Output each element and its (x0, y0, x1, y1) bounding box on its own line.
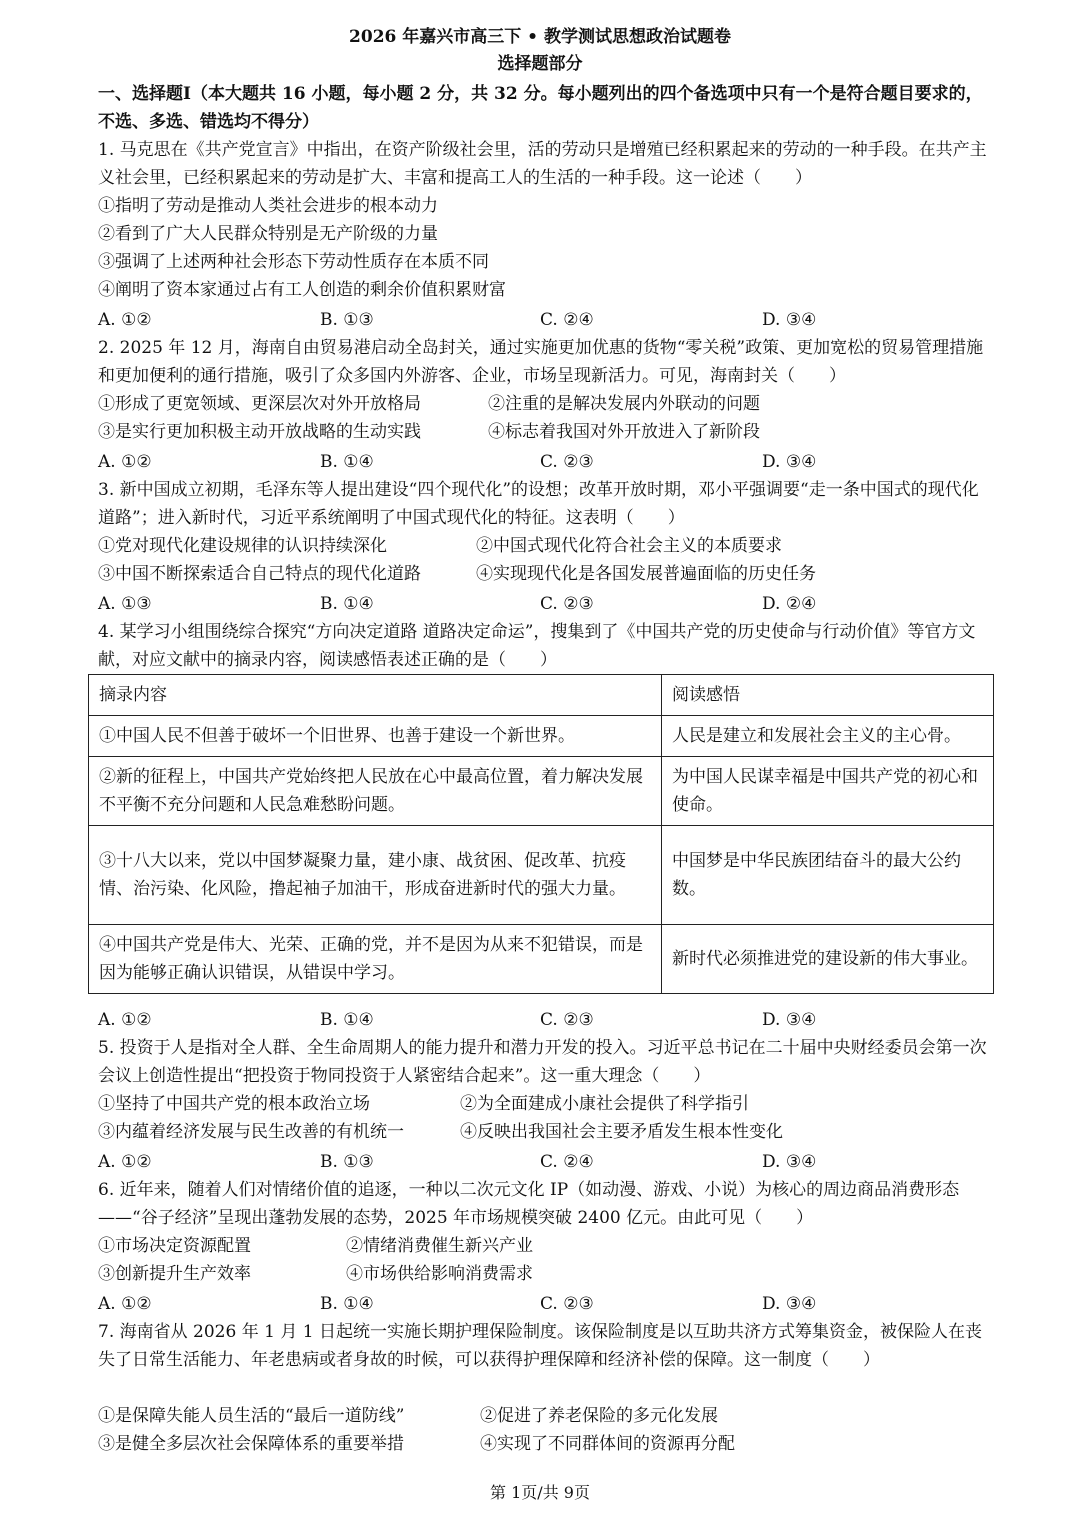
question-1-option: ①指明了劳动是推动人类社会进步的根本动力 (98, 196, 438, 216)
question-2-choice-a: A. ①② (98, 452, 152, 472)
question-2-option: ②注重的是解决发展内外联动的问题 (488, 394, 760, 414)
section-heading: 一、选择题Ⅰ（本大题共 16 小题，每小题 2 分，共 32 分。每小题列出的四个备选项中只有一个是符合题目要求的，不选、多选、错选均不得分） (98, 84, 983, 132)
table-cell-excerpt: ①中国人民不但善于破坏一个旧世界、也善于建设一个新世界。 (89, 716, 662, 757)
question-2-option: ③是实行更加积极主动开放战略的生动实践 (98, 422, 421, 442)
question-3-option: ③中国不断探索适合自己特点的现代化道路 (98, 564, 421, 584)
question-7-option: ②促进了养老保险的多元化发展 (480, 1406, 718, 1426)
table-cell-excerpt: ②新的征程上，中国共产党始终把人民放在心中最高位置，着力解决发展不平衡不充分问题和人民急难愁盼问题。 (89, 757, 662, 826)
question-6-stem: 6. 近年来，随着人们对情绪价值的追逐，一种以二次元文化 IP（如动漫、游戏、小说）为核心的周边商品消费形态——“谷子经济”呈现出蓬勃发展的态势，2025 年市场规模突破 2400 亿元。由此可见（ ） (98, 1180, 960, 1228)
question-5-choice-c: C. ②④ (540, 1152, 594, 1172)
question-1-option: ④阐明了资本家通过占有工人创造的剩余价值积累财富 (98, 280, 506, 300)
question-6-choice-b: B. ①④ (320, 1294, 374, 1314)
exam-title: 2026 年嘉兴市高三下 • 教学测试思想政治试题卷 (349, 27, 731, 47)
question-6-choice-c: C. ②③ (540, 1294, 594, 1314)
question-5-option: ④反映出我国社会主要矛盾发生根本性变化 (460, 1122, 783, 1142)
table-cell-reflection: 人民是建立和发展社会主义的主心骨。 (662, 716, 994, 757)
question-6-option: ②情绪消费催生新兴产业 (346, 1236, 533, 1256)
question-1-option: ②看到了广大人民群众特别是无产阶级的力量 (98, 224, 438, 244)
question-4-table (88, 674, 994, 994)
question-7-option: ③是健全多层次社会保障体系的重要举措 (98, 1434, 404, 1454)
question-5-option: ②为全面建成小康社会提供了科学指引 (460, 1094, 749, 1114)
question-7-option: ①是保障失能人员生活的“最后一道防线” (98, 1406, 405, 1426)
question-2-choice-b: B. ①④ (320, 452, 374, 472)
table-cell-reflection: 为中国人民谋幸福是中国共产党的初心和使命。 (662, 757, 994, 826)
question-4-choice-b: B. ①④ (320, 1010, 374, 1030)
question-6-option: ①市场决定资源配置 (98, 1236, 251, 1256)
question-4-choice-a: A. ①② (98, 1010, 152, 1030)
table-cell-excerpt: ④中国共产党是伟大、光荣、正确的党，并不是因为从来不犯错误，而是因为能够正确认识错误，从错误中学习。 (89, 925, 662, 994)
question-6-option: ④市场供给影响消费需求 (346, 1264, 533, 1284)
question-6-option: ③创新提升生产效率 (98, 1264, 251, 1284)
part-title: 选择题部分 (497, 54, 583, 74)
question-1-option: ③强调了上述两种社会形态下劳动性质存在本质不同 (98, 252, 489, 272)
question-5-choice-d: D. ③④ (762, 1152, 817, 1172)
table-row (89, 826, 994, 925)
table-header-row (89, 675, 994, 716)
question-4-stem: 4. 某学习小组围绕综合探究“方向决定道路 道路决定命运”，搜集到了《中国共产党的历史使命与行动价值》等官方文献，对应文献中的摘录内容，阅读感悟表述正确的是（ ） (98, 622, 976, 670)
question-1-stem: 1. 马克思在《共产党宣言》中指出，在资产阶级社会里，活的劳动只是增殖已经积累起来的劳动的一种手段。在共产主义社会里，已经积累起来的劳动是扩大、丰富和提高工人的生活的一种手段。这一论述（ ） (98, 140, 987, 188)
question-3-choice-d: D. ②④ (762, 594, 817, 614)
question-2-stem: 2. 2025 年 12 月，海南自由贸易港启动全岛封关，通过实施更加优惠的货物“零关税”政策、更加宽松的贸易管理措施和更加便利的通行措施，吸引了众多国内外游客、企业，市场呈现新活力。可见，海南封关（ ） (98, 338, 984, 386)
question-2-choice-c: C. ②③ (540, 452, 594, 472)
question-7-stem: 7. 海南省从 2026 年 1 月 1 日起统一实施长期护理保险制度。该保险制度是以互助共济方式筹集资金，被保险人在丧失了日常生活能力、年老患病或者身故的时候，可以获得护理保障和经济补偿的保障。这一制度（ ） (98, 1322, 982, 1370)
question-5-option: ①坚持了中国共产党的根本政治立场 (98, 1094, 370, 1114)
question-5-option: ③内蕴着经济发展与民生改善的有机统一 (98, 1122, 404, 1142)
question-3-choice-c: C. ②③ (540, 594, 594, 614)
table-cell-reflection: 中国梦是中华民族团结奋斗的最大公约数。 (662, 826, 994, 925)
table-header-cell: 阅读感悟 (662, 675, 994, 716)
question-5-choice-a: A. ①② (98, 1152, 152, 1172)
question-2-choice-d: D. ③④ (762, 452, 817, 472)
page-number: 第 1页/共 9页 (490, 1483, 590, 1502)
question-3-stem: 3. 新中国成立初期，毛泽东等人提出建设“四个现代化”的设想；改革开放时期，邓小平强调要“走一条中国式的现代化道路”；进入新时代，习近平系统阐明了中国式现代化的特征。这表明（ ） (98, 480, 979, 528)
question-4-choice-d: D. ③④ (762, 1010, 817, 1030)
question-5-choice-b: B. ①③ (320, 1152, 374, 1172)
question-3-option: ②中国式现代化符合社会主义的本质要求 (476, 536, 782, 556)
question-1-choice-a: A. ①② (98, 310, 152, 330)
question-5-stem: 5. 投资于人是指对全人群、全生命周期人的能力提升和潜力开发的投入。习近平总书记在二十届中央财经委员会第一次会议上创造性提出“把投资于物同投资于人紧密结合起来”。这一重大理念（ ） (98, 1038, 987, 1086)
table-header-cell: 摘录内容 (89, 675, 662, 716)
question-3-option: ①党对现代化建设规律的认识持续深化 (98, 536, 387, 556)
question-2-option: ④标志着我国对外开放进入了新阶段 (488, 422, 760, 442)
question-1-choice-d: D. ③④ (762, 310, 817, 330)
question-1-choice-b: B. ①③ (320, 310, 374, 330)
table-cell-reflection: 新时代必须推进党的建设新的伟大事业。 (662, 925, 994, 994)
question-6-choice-a: A. ①② (98, 1294, 152, 1314)
table-cell-excerpt: ③十八大以来，党以中国梦凝聚力量，建小康、战贫困、促改革、抗疫情、治污染、化风险，撸起袖子加油干，形成奋进新时代的强大力量。 (89, 826, 662, 925)
question-1-choice-c: C. ②④ (540, 310, 594, 330)
question-3-choice-b: B. ①④ (320, 594, 374, 614)
table-row (89, 925, 994, 994)
question-3-option: ④实现现代化是各国发展普遍面临的历史任务 (476, 564, 816, 584)
question-6-choice-d: D. ③④ (762, 1294, 817, 1314)
table-row (89, 716, 994, 757)
question-3-choice-a: A. ①③ (98, 594, 152, 614)
question-4-choice-c: C. ②③ (540, 1010, 594, 1030)
question-2-option: ①形成了更宽领域、更深层次对外开放格局 (98, 394, 421, 414)
table-row (89, 757, 994, 826)
question-7-option: ④实现了不同群体间的资源再分配 (480, 1434, 735, 1454)
